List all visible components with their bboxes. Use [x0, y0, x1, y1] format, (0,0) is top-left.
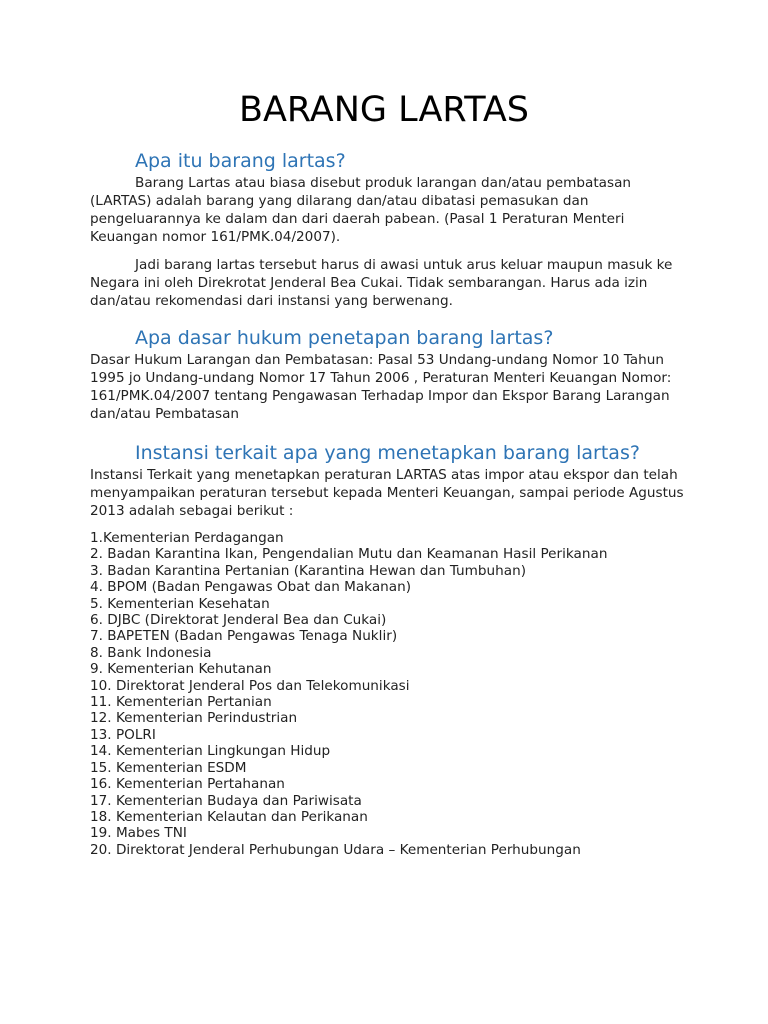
list-item: 9. Kementerian Kehutanan — [90, 661, 272, 678]
list-item: 15. Kementerian ESDM — [90, 759, 247, 776]
list-item: 20. Direktorat Jenderal Perhubungan Udara – Kementerian Perhubungan — [90, 841, 581, 858]
agency-list — [90, 530, 690, 858]
list-item: 8. Bank Indonesia — [90, 644, 212, 661]
list-item: 11. Kementerian Pertanian — [90, 694, 272, 711]
section-heading-definition: Apa itu barang lartas? — [135, 150, 346, 172]
list-item: 14. Kementerian Lingkungan Hidup — [90, 743, 331, 760]
list-item: 17. Kementerian Budaya dan Pariwisata — [90, 792, 362, 809]
list-item: 16. Kementerian Pertahanan — [90, 776, 285, 793]
list-item: 10. Direktorat Jenderal Pos dan Telekomunikasi — [90, 677, 410, 694]
list-item: 18. Kementerian Kelautan dan Perikanan — [90, 808, 368, 825]
list-item: 13. POLRI — [90, 726, 156, 743]
list-item: 6. DJBC (Direktorat Jenderal Bea dan Cukai) — [90, 612, 387, 629]
section-heading-legal-basis: Apa dasar hukum penetapan barang lartas? — [135, 327, 554, 349]
paragraph-agencies-intro: Instansi Terkait yang menetapkan peraturan LARTAS atas impor atau ekspor dan telah menyampaikan peraturan tersebut kepada Menteri Keuangan, sampai periode Agustus 2013 adalah sebagai berikut : — [90, 467, 684, 519]
list-item: 2. Badan Karantina Ikan, Pengendalian Mutu dan Keamanan Hasil Perikanan — [90, 546, 608, 563]
list-item: 3. Badan Karantina Pertanian (Karantina Hewan dan Tumbuhan) — [90, 562, 527, 579]
list-item: 12. Kementerian Perindustrian — [90, 710, 298, 727]
document-title: BARANG LARTAS — [238, 90, 530, 130]
paragraph-legal-basis: Dasar Hukum Larangan dan Pembatasan: Pasal 53 Undang-undang Nomor 10 Tahun 1995 jo Undang-undang Nomor 17 Tahun 2006 , Peraturan Menteri Keuangan Nomor: 161/PMK.04/2007 tentang Pengawasan Terhadap Impor dan Ekspor Barang Larangan dan/atau Pembatasan — [90, 352, 672, 422]
document-body — [90, 148, 690, 858]
paragraph-supervision: Jadi barang lartas tersebut harus di awasi untuk arus keluar maupun masuk ke Negara ini oleh Direkrotat Jenderal Bea Cukai. Tidak sembarangan. Harus ada izin dan/atau rekomendasi dari instansi yang berwenang. — [90, 257, 673, 309]
section-heading-agencies: Instansi terkait apa yang menetapkan barang lartas? — [135, 442, 640, 464]
paragraph-definition: Barang Lartas atau biasa disebut produk larangan dan/atau pembatasan (LARTAS) adalah barang yang dilarang dan/atau dibatasi pemasukan dan pengeluarannya ke dalam dan dari daerah pabean. (Pasal 1 Peraturan Menteri Keuangan nomor 161/PMK.04/2007). — [90, 175, 632, 245]
list-item: 7. BAPETEN (Badan Pengawas Tenaga Nuklir) — [90, 628, 398, 645]
list-item: 19. Mabes TNI — [90, 825, 187, 842]
list-item: 1.Kementerian Perdagangan — [90, 530, 284, 546]
list-item: 4. BPOM (Badan Pengawas Obat dan Makanan) — [90, 579, 412, 596]
list-item: 5. Kementerian Kesehatan — [90, 595, 270, 612]
